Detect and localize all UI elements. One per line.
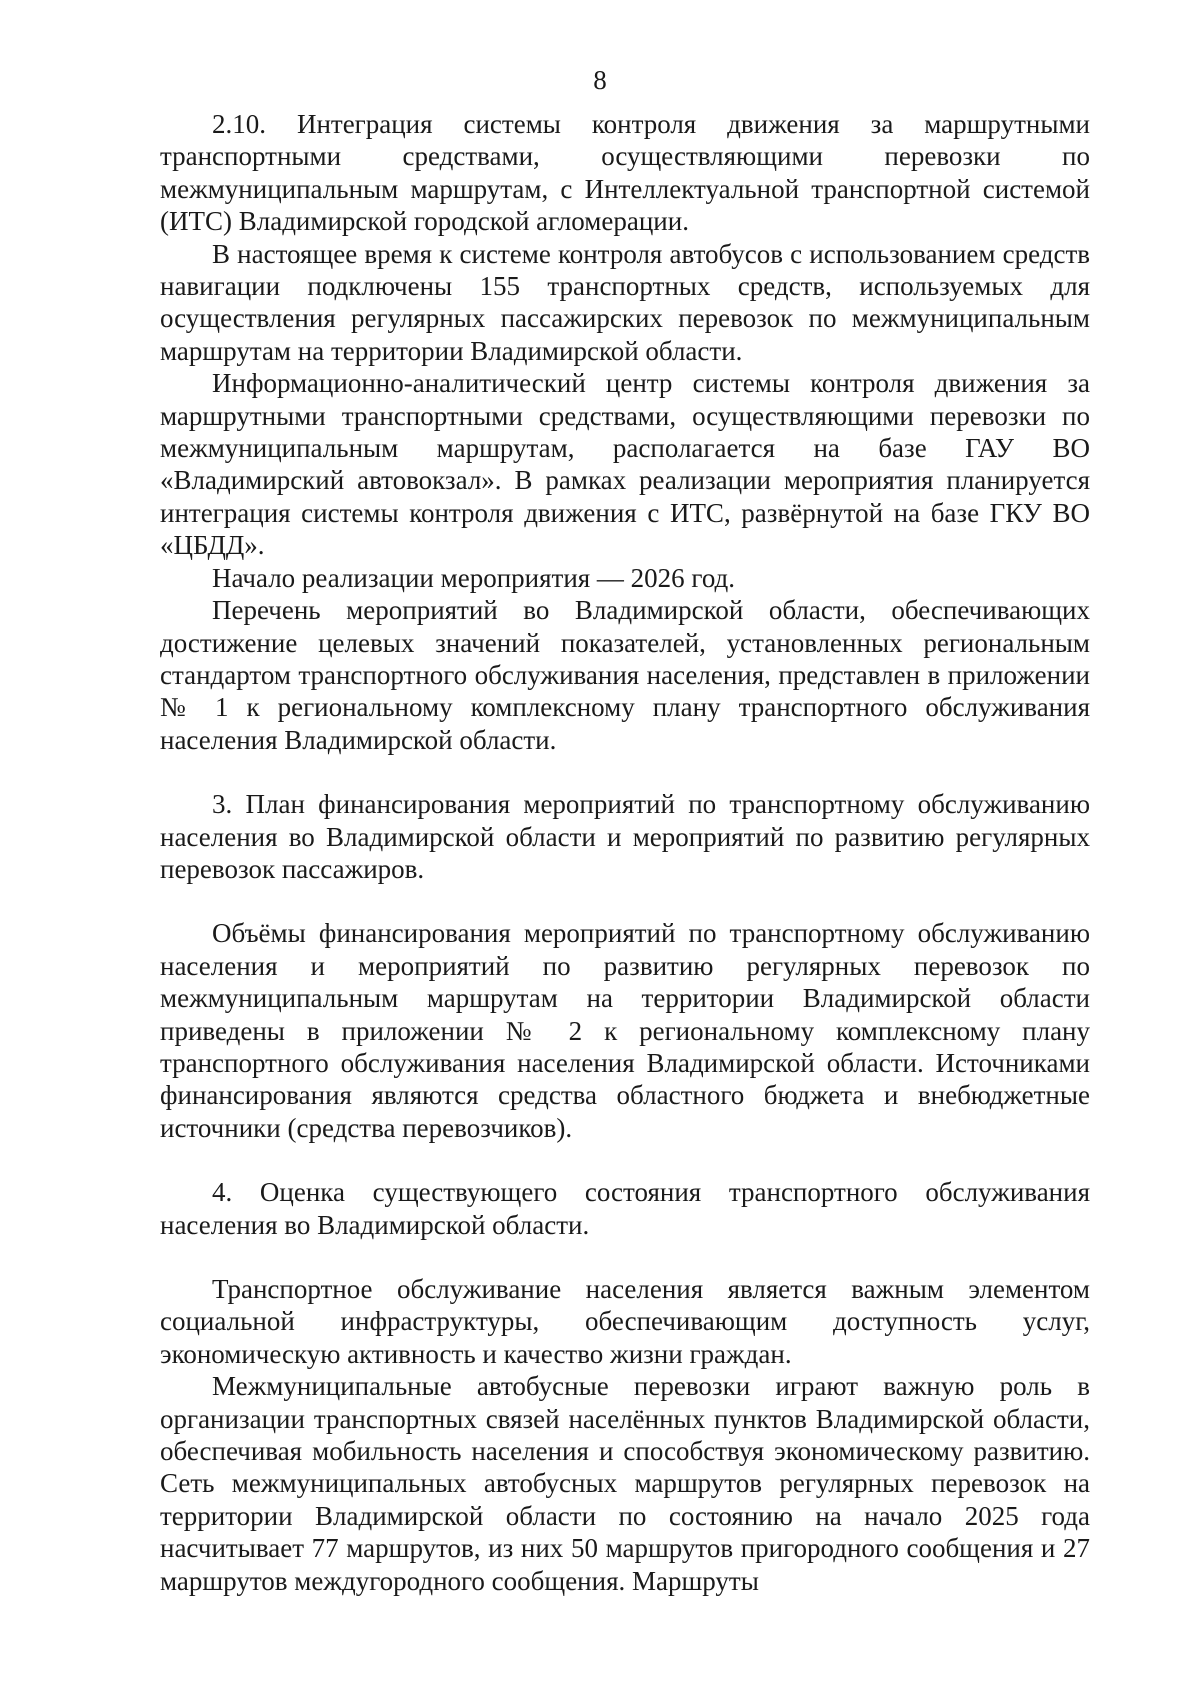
section-gap: [160, 1144, 1090, 1176]
page-number: 8: [593, 65, 607, 95]
paragraph-measures-list: Перечень мероприятий во Владимирской области, обеспечивающих достижение целевых значений показателей, установленных региональным стандартом транспортного обслуживания населения, представлен в приложении № 1 к региональному комплексному плану транспортного обслуживания населения Владимирской области.: [160, 595, 1090, 755]
paragraph-2-10: 2.10. Интеграция системы контроля движения за маршрутными транспортными средствами, осуществляющими перевозки по межмуниципальным маршрутам, с Интеллектуальной транспортной системой (ИТС) Владимирской городской агломерации.: [160, 109, 1090, 237]
paragraph-navigation: В настоящее время к системе контроля автобусов с использованием средств навигации подключены 155 транспортных средств, используемых для осуществления регулярных пассажирских перевозок по межмуниципальным маршрутам на территории Владимирской области.: [160, 238, 1090, 366]
paragraph-start-date: Начало реализации мероприятия — 2026 год.: [212, 562, 736, 593]
section-heading-3: 3. План финансирования мероприятий по транспортному обслуживанию населения во Владимирской области и мероприятий по развитию регулярных перевозок пассажиров.: [160, 789, 1090, 884]
paragraph-financing: Объёмы финансирования мероприятий по транспортному обслуживанию населения и мероприятий по развитию регулярных перевозок по межмуниципальным маршрутам на территории Владимирской области приведены в приложении № 2 к региональному комплексному плану транспортного обслуживания населения Владимирской области. Источниками финансирования являются средства областного бюджета и внебюджетные источники (средства перевозчиков).: [160, 918, 1090, 1143]
section-gap: [160, 1241, 1090, 1273]
section-gap: [160, 885, 1090, 917]
paragraph-social-infrastructure: Транспортное обслуживание населения является важным элементом социальной инфраструктуры, обеспечивающим доступность услуг, экономическую активность и качество жизни граждан.: [160, 1274, 1090, 1369]
section-gap: [160, 756, 1090, 788]
paragraph-bus-routes: Межмуниципальные автобусные перевозки играют важную роль в организации транспортных связей населённых пунктов Владимирской области, обеспечивая мобильность населения и способствуя экономическому развитию. Сеть межмуниципальных автобусных маршрутов регулярных перевозок на территории Владимирской области по состоянию на начало 2025 года насчитывает 77 маршрутов, из них 50 маршрутов пригородного сообщения и 27 маршрутов междугородного сообщения. Маршруты: [160, 1371, 1090, 1596]
document-body: [160, 108, 1090, 1597]
section-heading-4: 4. Оценка существующего состояния транспортного обслуживания населения во Владимирской области.: [160, 1177, 1090, 1240]
paragraph-info-center: Информационно-аналитический центр системы контроля движения за маршрутными транспортными средствами, осуществляющими перевозки по межмуниципальным маршрутам, располагается на базе ГАУ ВО «Владимирский автовокзал». В рамках реализации мероприятия планируется интеграция системы контроля движения с ИТС, развёрнутой на базе ГКУ ВО «ЦБДД».: [160, 368, 1090, 561]
